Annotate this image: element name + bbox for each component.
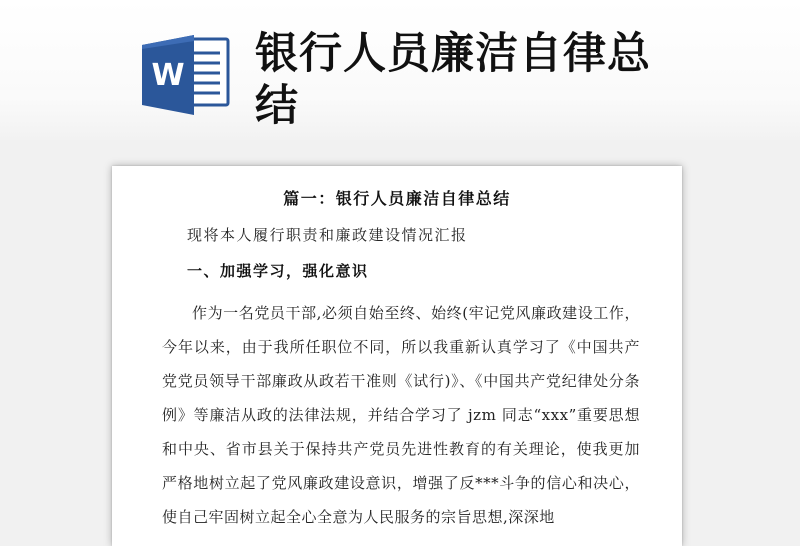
word-icon	[142, 35, 232, 115]
body-paragraph: 作为一名党员干部,必须自始至终、始终(牢记党风廉政建设工作，今年以来，由于我所任职位不同，所以我重新认真学习了《中国共产党党员领导干部廉政从政若干准则《试行)》、《中国共产党纪律处分条例》等廉洁从政的法律法规，并结合学习了 jzm 同志“xxx”重要思想和中央、省市县关于保持共产党员先进性教育的有关理论，使我更加严格地树立起了党风廉政建设意识，增强了反***斗争的信心和决心，使自己牢固树立起全心全意为人民服务的宗旨思想,深深地	[162, 304, 640, 526]
section-heading: 一、加强学习，强化意识	[187, 262, 369, 280]
document-page	[112, 166, 682, 546]
word-icon-letter: W	[151, 58, 185, 93]
document-title: 篇一：银行人员廉洁自律总结	[283, 189, 511, 208]
page-title: 银行人员廉洁自律总结	[255, 29, 651, 131]
intro-line: 现将本人履行职责和廉政建设情况汇报	[187, 226, 468, 244]
